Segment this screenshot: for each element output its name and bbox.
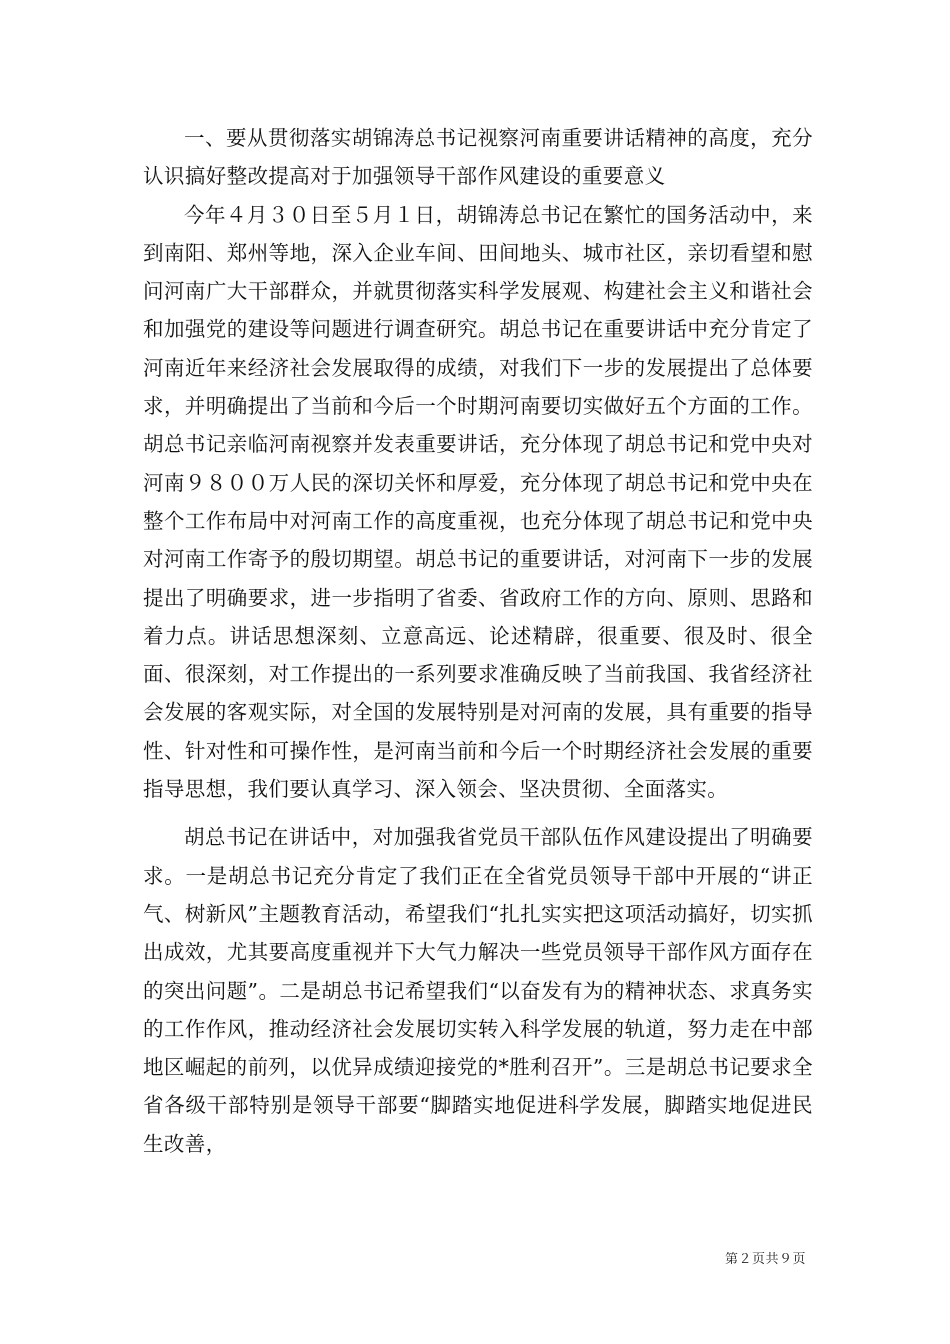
body-paragraph-1: 今年４月３０日至５月１日，胡锦涛总书记在繁忙的国务活动中，来到南阳、郑州等地，深入企业车间、田间地头、城市社区，亲切看望和慰问河南广大干部群众，并就贯彻落实科学发展观、构建社会主义和谐社会和加强党的建设等问题进行调查研究。胡总书记在重要讲话中充分肯定了河南近年来经济社会发展取得的成绩，对我们下一步的发展提出了总体要求，并明确提出了当前和今后一个时期河南要切实做好五个方面的工作。胡总书记亲临河南视察并发表重要讲话，充分体现了胡总书记和党中央对河南９８００万人民的深切关怀和厚爱，充分体现了胡总书记和党中央在整个工作布局中对河南工作的高度重视，也充分体现了胡总书记和党中央对河南工作寄予的殷切期望。胡总书记的重要讲话，对河南下一步的发展提出了明确要求，进一步指明了省委、省政府工作的方向、原则、思路和着力点。讲话思想深刻、立意高远、论述精辟，很重要、很及时、很全面、很深刻，对工作提出的一系列要求准确反映了当前我国、我省经济社会发展的客观实际，对全国的发展特别是对河南的发展，具有重要的指导性、针对性和可操作性，是河南当前和今后一个时期经济社会发展的重要指导思想，我们要认真学习、深入领会、坚决贯彻、全面落实。 xyxy=(143,202,813,802)
page-number-footer: 第２页共９页 xyxy=(724,1252,806,1267)
section-heading-paragraph: 一、要从贯彻落实胡锦涛总书记视察河南重要讲话精神的高度，充分认识搞好整改提高对于加强领导干部作风建设的重要意义 xyxy=(143,126,813,189)
document-body xyxy=(143,119,813,1163)
body-paragraph-2: 胡总书记在讲话中，对加强我省党员干部队伍作风建设提出了明确要求。一是胡总书记充分肯定了我们正在全省党员领导干部中开展的“讲正气、树新风”主题教育活动，希望我们“扎扎实实把这项活动搞好，切实抓出成效，尤其要高度重视并下大气力解决一些党员领导干部作风方面存在的突出问题”。二是胡总书记希望我们“以奋发有为的精神状态、求真务实的工作作风，推动经济社会发展切实转入科学发展的轨道，努力走在中部地区崛起的前列，以优异成绩迎接党的*胜利召开”。三是胡总书记要求全省各级干部特别是领导干部要“脚踏实地促进科学发展，脚踏实地促进民生改善， xyxy=(143,825,813,1156)
